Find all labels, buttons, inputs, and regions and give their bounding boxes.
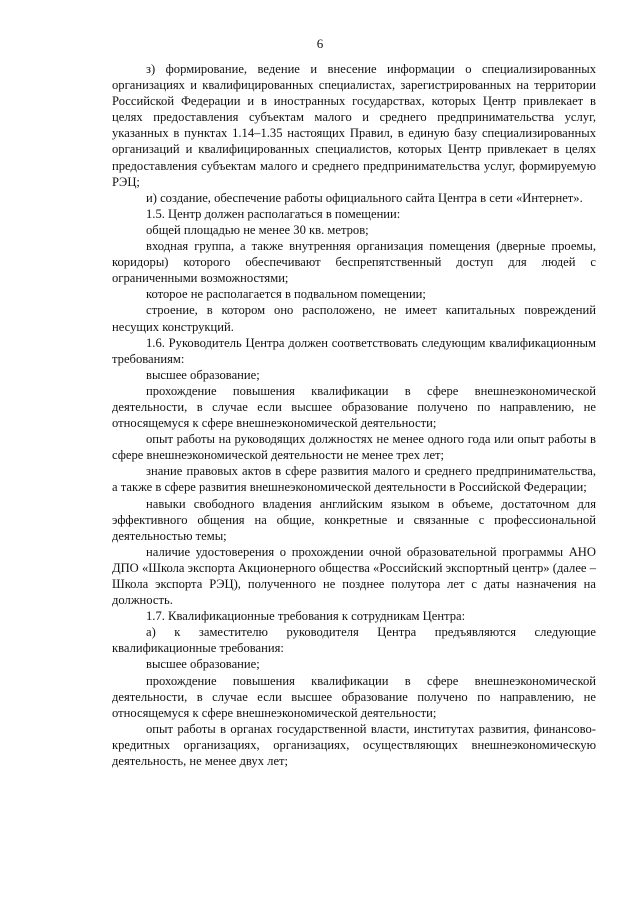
paragraph-export-school-certificate: наличие удостоверения о прохождении очной образовательной программы АНО ДПО «Школа экспорта Акционерного общества «Российский экспортный центр» (далее – Школа экспорта РЭЦ), полученного не позднее полутора лет с даты назначения на должность. (112, 544, 596, 608)
paragraph-area-requirement: общей площадью не менее 30 кв. метров; (146, 222, 369, 237)
paragraph-not-basement: которое не располагается в подвальном помещении; (146, 287, 426, 302)
paragraph-legal-knowledge: знание правовых актов в сфере развития малого и среднего предпринимательства, а также в сфере развития внешнеэкономической деятельности в Российской Федерации; (112, 464, 596, 495)
paragraph-higher-education: высшее образование; (146, 367, 260, 382)
paragraph-work-experience: опыт работы на руководящих должностях не менее одного года или опыт работы в сфере внешнеэкономической деятельности не менее трех лет; (112, 432, 596, 463)
paragraph-qualification-upgrade: прохождение повышения квалификации в сфере внешнеэкономической деятельности, в случае если высшее образование получено по направлению, не относящемуся к сфере внешнеэкономической деятельности; (112, 383, 596, 431)
paragraph-section-1-7: 1.7. Квалификационные требования к сотрудникам Центра: (146, 609, 466, 624)
page-number: 6 (316, 36, 324, 51)
paragraph-deputy-higher-education: высшее образование; (146, 657, 260, 672)
paragraph-section-1-6: 1.6. Руководитель Центра должен соответствовать следующим квалификационным требованиям: (112, 335, 596, 366)
paragraph-item-a: а) к заместителю руководителя Центра предъявляются следующие квалификационные требования: (112, 625, 596, 656)
paragraph-deputy-qualification-upgrade: прохождение повышения квалификации в сфере внешнеэкономической деятельности, в случае если высшее образование получено по направлению, не относящемуся к сфере внешнеэкономической деятельности; (112, 673, 596, 720)
document-body (112, 61, 596, 769)
paragraph-accessibility: входная группа, а также внутренняя организация помещения (дверные проемы, коридоры) которого обеспечивают беспрепятственный доступ для людей с ограниченными возможностями; (112, 239, 596, 286)
paragraph-building-condition: строение, в котором оно расположено, не имеет капитальных повреждений несущих конструкций. (112, 303, 596, 334)
paragraph-item-i: и) создание, обеспечение работы официального сайта Центра в сети «Интернет». (146, 190, 583, 205)
paragraph-item-z: з) формирование, ведение и внесение информации о специализированных организациях и квалифицированных специалистах, зарегистрированных на территории Российской Федерации и в иностранных государствах, которых Центр привлекает в целях предоставления субъектам малого и среднего предпринимательства услуг, указанных в пунктах 1.14–1.35 настоящих Правил, в единую базу специализированных организаций и квалифицированных специалистов, которых Центр привлекает в целях предоставления субъектам малого и среднего предпринимательства услуг, формируемую РЭЦ; (112, 62, 596, 189)
paragraph-deputy-work-experience: опыт работы в органах государственной власти, институтах развития, финансово-кредитных организациях, организациях, осуществляющих внешнеэкономическую деятельность, не менее двух лет; (112, 721, 596, 769)
paragraph-section-1-5: 1.5. Центр должен располагаться в помещении: (146, 206, 401, 221)
paragraph-english-skills: навыки свободного владения английским языком в объеме, достаточном для эффективного общения на общие, конкретные и связанные с профессиональной деятельностью темы; (112, 496, 596, 543)
